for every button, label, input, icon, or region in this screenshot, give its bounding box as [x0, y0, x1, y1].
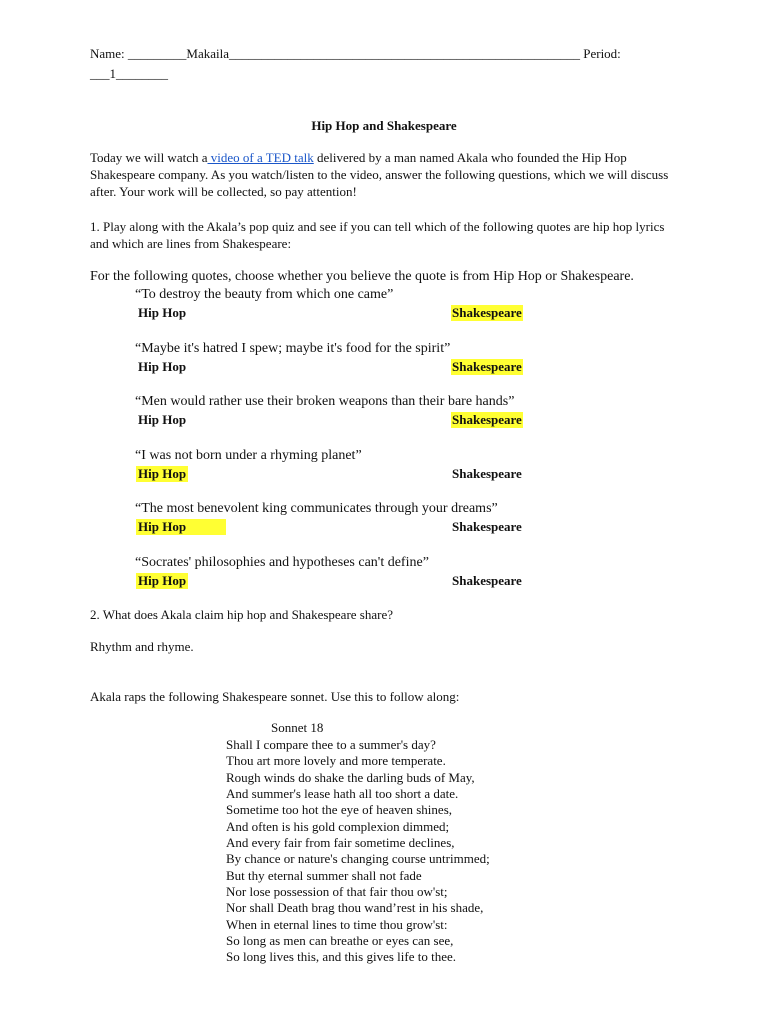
intro-text-after: delivered by a man named Akala who founded the Hip Hop Shakespeare company. As you watch/listen to the video, answer the following questions, which we will discuss after. Your work will be collected, so pay attention! [90, 150, 669, 199]
answer-2: Rhythm and rhyme. [90, 639, 194, 654]
sonnet-line: By chance or nature's changing course untrimmed; [226, 851, 490, 867]
option-shakespeare[interactable]: Shakespeare [452, 412, 522, 427]
sonnet-title: Sonnet 18 [271, 720, 324, 735]
option-hip-hop[interactable]: Hip Hop [138, 466, 187, 481]
sonnet-line: And often is his gold complexion dimmed; [226, 818, 450, 834]
sonnet-line: And summer's lease hath all too short a date. [226, 786, 459, 802]
ted-talk-link[interactable]: video of a TED talk [207, 150, 314, 165]
sonnet-line: So long as men can breathe or eyes can see, [226, 933, 454, 949]
sonnet-line: Nor shall Death brag thou wand’rest in his shade, [226, 900, 484, 916]
sonnet-line: Sometime too hot the eye of heaven shines, [226, 802, 453, 818]
intro-text-before: Today we will watch a [90, 150, 208, 165]
sonnet-line: Thou art more lovely and more temperate. [226, 753, 446, 769]
sonnet-line: Shall I compare thee to a summer's day? [226, 737, 436, 752]
quiz-quote: “To destroy the beauty from which one came” [135, 287, 394, 302]
question-2: 2. What does Akala claim hip hop and Shakespeare share? [90, 607, 393, 622]
quiz-quote: “Socrates' philosophies and hypotheses can't define” [135, 555, 429, 570]
quiz-quote: “The most benevolent king communicates through your dreams” [135, 501, 498, 516]
intro-paragraph [90, 149, 680, 200]
option-shakespeare[interactable]: Shakespeare [452, 305, 522, 320]
sonnet-line: Rough winds do shake the darling buds of May, [226, 769, 475, 785]
option-shakespeare[interactable]: Shakespeare [452, 519, 522, 534]
option-hip-hop[interactable]: Hip Hop [138, 412, 187, 427]
sonnet-line: Nor lose possession of that fair thou ow'st; [226, 884, 448, 900]
option-hip-hop[interactable]: Hip Hop [138, 573, 187, 588]
page-title: Hip Hop and Shakespeare [311, 118, 457, 133]
option-hip-hop[interactable]: Hip Hop [138, 359, 187, 374]
sonnet-line: So long lives this, and this gives life to thee. [226, 949, 457, 965]
period-value-line: ___1________ [90, 66, 168, 81]
sonnet-line: When in eternal lines to time thou grow'st: [226, 916, 448, 932]
option-hip-hop[interactable]: Hip Hop [138, 305, 187, 320]
option-shakespeare[interactable]: Shakespeare [452, 573, 522, 588]
option-hip-hop[interactable]: Hip Hop [136, 519, 226, 535]
question-1: 1. Play along with the Akala’s pop quiz and see if you can tell which of the following quotes are hip hop lyrics and which are lines from Shakespeare: [90, 219, 665, 251]
name-period-line: Name: _________Makaila______________________________________________________ Period: [90, 46, 621, 61]
quiz-quote: “Maybe it's hatred I spew; maybe it's food for the spirit” [135, 341, 451, 356]
quiz-quote: “I was not born under a rhyming planet” [135, 448, 362, 463]
sonnet-line: But thy eternal summer shall not fade [226, 867, 422, 883]
quiz-instructions: For the following quotes, choose whether you believe the quote is from Hip Hop or Shakespeare. [90, 269, 634, 284]
quiz-quote: “Men would rather use their broken weapons than their bare hands” [135, 394, 515, 409]
sonnet-body [226, 737, 490, 966]
sonnet-line: And every fair from fair sometime declines, [226, 835, 455, 851]
sonnet-intro: Akala raps the following Shakespeare sonnet. Use this to follow along: [90, 689, 460, 704]
option-shakespeare[interactable]: Shakespeare [452, 359, 522, 374]
option-shakespeare[interactable]: Shakespeare [452, 466, 522, 481]
